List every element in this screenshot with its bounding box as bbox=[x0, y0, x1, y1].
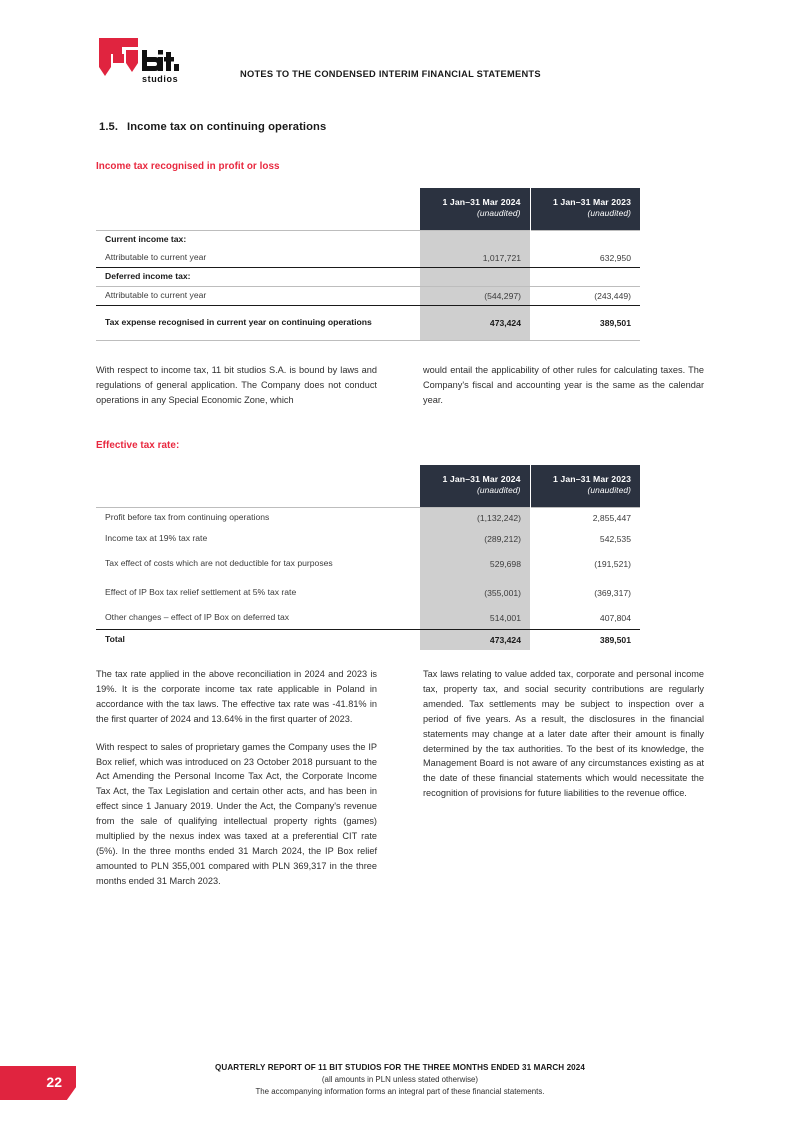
row-value-2023 bbox=[530, 230, 640, 249]
footer-line-report-title: QUARTERLY REPORT OF 11 BIT STUDIOS FOR THE THREE MONTHS ENDED 31 MARCH 2024 bbox=[215, 1063, 585, 1072]
table-row bbox=[96, 507, 640, 529]
table-header-2023 bbox=[530, 465, 640, 507]
header-unaudited-label: (unaudited) bbox=[477, 485, 521, 496]
page-number: 22 bbox=[46, 1074, 62, 1090]
header-period-label: 1 Jan–31 Mar 2024 bbox=[442, 197, 521, 207]
table-row-total bbox=[96, 629, 640, 650]
row-value-2023: (369,317) bbox=[594, 588, 631, 599]
row-label: Attributable to current year bbox=[96, 286, 420, 305]
header-period-label: 1 Jan–31 Mar 2023 bbox=[552, 197, 631, 207]
row-value-2024: 514,001 bbox=[420, 608, 530, 630]
table-header-2023 bbox=[530, 188, 640, 230]
table-row bbox=[96, 249, 640, 268]
table-header-row bbox=[96, 465, 640, 507]
row-label: Tax expense recognised in current year on continuing operations bbox=[96, 305, 420, 340]
paragraph: The tax rate applied in the above reconciliation in 2024 and 2023 is 19%. It is the corporate income tax rate applicable in Poland in accordance with the tax laws. The effective tax rate was -41.81% in the first quarter of 2024 and 13.64% in the first quarter of 2023. bbox=[96, 669, 377, 724]
svg-text:studios: studios bbox=[142, 74, 179, 84]
footer-text bbox=[100, 1062, 700, 1098]
table-income-tax-recognised bbox=[96, 188, 640, 341]
header-unaudited-label: (unaudited) bbox=[587, 485, 631, 496]
row-label: Attributable to current year bbox=[96, 249, 420, 268]
row-value-2024: (289,212) bbox=[420, 529, 530, 550]
table-row-total bbox=[96, 305, 640, 340]
row-label: Effect of IP Box tax relief settlement at 5% tax rate bbox=[105, 587, 297, 598]
table-row bbox=[96, 608, 640, 630]
row-value-2024: (1,132,242) bbox=[420, 507, 530, 529]
row-value-2023: 407,804 bbox=[530, 608, 640, 630]
subheading-effective-tax-rate: Effective tax rate: bbox=[96, 440, 180, 451]
header-unaudited-label: (unaudited) bbox=[587, 208, 631, 219]
row-value-2023: (191,521) bbox=[594, 559, 631, 570]
header-unaudited-label: (unaudited) bbox=[477, 208, 521, 219]
table-row bbox=[96, 230, 640, 249]
row-value-2023: 389,501 bbox=[599, 634, 631, 645]
table-row bbox=[96, 550, 640, 579]
row-value-2023: 389,501 bbox=[530, 305, 640, 340]
row-value-2024: 473,424 bbox=[420, 629, 530, 650]
table-effective-tax-rate bbox=[96, 465, 640, 650]
row-label: Other changes – effect of IP Box on deferred tax bbox=[96, 608, 420, 630]
table-header-blank bbox=[96, 188, 420, 230]
row-value-2024: 529,698 bbox=[420, 550, 530, 579]
row-label: Current income tax: bbox=[96, 230, 420, 249]
paragraph: With respect to sales of proprietary games the Company uses the IP Box relief, which was introduced on 23 October 2018 pursuant to the Act Amending the Personal Income Tax Act, the Corporate Income Tax Act, the Tax Legislation and certain other acts, and has been in effect since 1 January 2019. Under the Act, the Company's revenue from the sale of qualifying intellectual property rights (games) multiplied by the nexus index was taxed at a preferential CIT rate (5%). In the three months ended 31 March 2024, the IP Box relief amounted to PLN 355,001 compared with PLN 369,317 in the three months ended 31 March 2023. bbox=[96, 741, 377, 886]
row-label: Tax effect of costs which are not deductible for tax purposes bbox=[105, 558, 333, 569]
paragraph: Tax laws relating to value added tax, corporate and personal income tax, property tax, and social security contributions are regularly amended. Tax settlements may be subject to inspection over a period of five years. As a result, the disclosures in the financial statements may change at a later date after their amount is finally determined by the tax authorities. To the best of its knowledge, the Management Board is not aware of any circumstances existing as at the date of these financial statements which would necessitate the recognition of provisions for future liabilities to the revenue office. bbox=[423, 669, 704, 799]
paragraph-block-1-right bbox=[423, 363, 704, 408]
header-title: NOTES TO THE CONDENSED INTERIM FINANCIAL STATEMENTS bbox=[240, 69, 541, 79]
row-value-2023 bbox=[530, 267, 640, 286]
row-label: Deferred income tax: bbox=[96, 267, 420, 286]
table-row bbox=[96, 286, 640, 305]
table-header-row bbox=[96, 188, 640, 230]
paragraph: would entail the applicability of other rules for calculating taxes. The Company's fiscal and accounting year is the same as the calendar year. bbox=[423, 365, 704, 405]
row-value-2024 bbox=[420, 267, 530, 286]
header-period-label: 1 Jan–31 Mar 2024 bbox=[442, 474, 521, 484]
row-value-2023: 542,535 bbox=[599, 534, 631, 545]
row-label: Total bbox=[105, 633, 125, 644]
row-value-2024: 1,017,721 bbox=[420, 249, 530, 268]
paragraph-block-2-right bbox=[423, 667, 704, 801]
subheading-income-tax-recognised: Income tax recognised in profit or loss bbox=[96, 161, 280, 172]
row-value-2024: (544,297) bbox=[420, 286, 530, 305]
row-value-2024: 473,424 bbox=[420, 305, 530, 340]
row-value-2023: (243,449) bbox=[530, 286, 640, 305]
paragraph: With respect to income tax, 11 bit studios S.A. is bound by laws and regulations of general application. The Company does not conduct operations in any Special Economic Zone, which bbox=[96, 365, 377, 405]
paragraph-block-1-left bbox=[96, 363, 377, 408]
table-row bbox=[96, 579, 640, 608]
11-bit-studios-logo bbox=[99, 38, 181, 86]
header-period-label: 1 Jan–31 Mar 2023 bbox=[552, 474, 631, 484]
table-header-blank bbox=[96, 465, 420, 507]
row-value-2023: 2,855,447 bbox=[530, 507, 640, 529]
page-header bbox=[0, 36, 800, 92]
page-title bbox=[99, 121, 326, 133]
section-title: Income tax on continuing operations bbox=[127, 121, 327, 133]
row-value-2024 bbox=[420, 230, 530, 249]
row-value-2024: (355,001) bbox=[420, 579, 530, 608]
table-row bbox=[96, 529, 640, 550]
footer-line-integral-part: The accompanying information forms an integral part of these financial statements. bbox=[255, 1087, 545, 1096]
row-label: Profit before tax from continuing operations bbox=[96, 507, 420, 529]
section-number: 1.5. bbox=[99, 121, 119, 133]
row-value-2023: 632,950 bbox=[530, 249, 640, 268]
table-header-2024 bbox=[420, 188, 530, 230]
table-row bbox=[96, 267, 640, 286]
paragraph-block-2-left bbox=[96, 667, 377, 889]
table-header-2024 bbox=[420, 465, 530, 507]
row-label: Income tax at 19% tax rate bbox=[105, 533, 208, 544]
footer-line-currency-note: (all amounts in PLN unless stated otherwise) bbox=[321, 1075, 479, 1085]
